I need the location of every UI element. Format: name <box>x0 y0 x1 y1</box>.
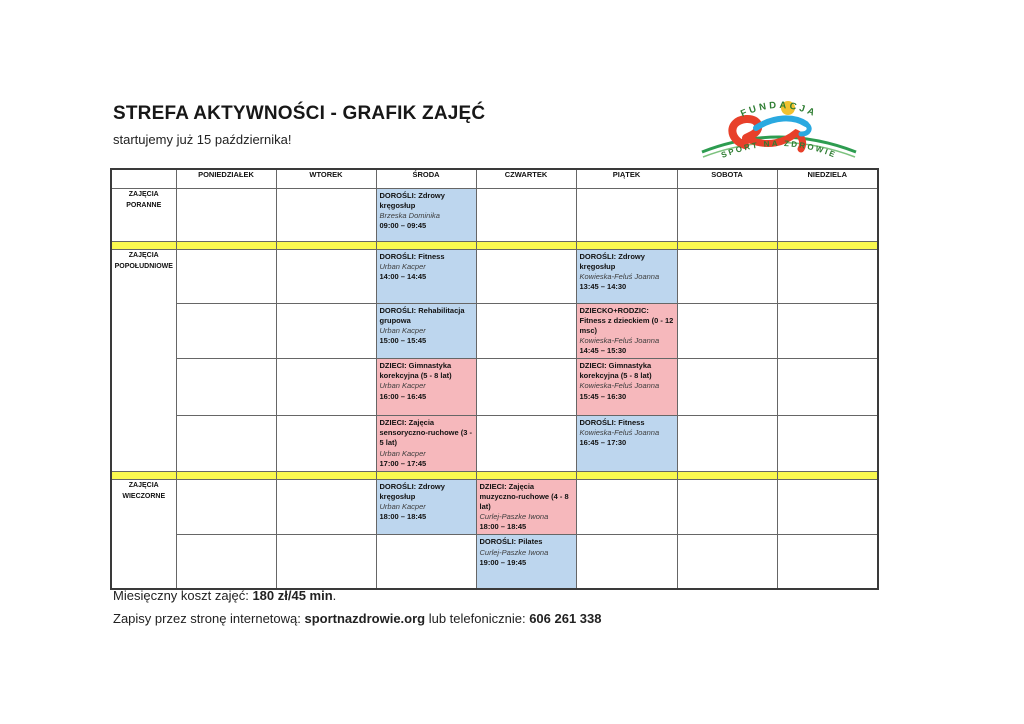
day-header-friday: PIĄTEK <box>576 169 677 188</box>
empty-cell <box>176 479 276 535</box>
activity-time: 16:45 – 17:30 <box>579 438 627 448</box>
day-header-saturday: SOBOTA <box>677 169 777 188</box>
activity-cell-aft1-wed <box>376 249 476 303</box>
activity-cell-aft2-fri <box>576 303 677 359</box>
separator-cell <box>476 471 576 479</box>
separator-cell <box>576 471 677 479</box>
activity-time: 09:00 – 09:45 <box>379 220 427 230</box>
page-title: STREFA AKTYWNOŚCI - GRAFIK ZAJĘĆ <box>113 103 486 124</box>
activity-time: 16:00 – 16:45 <box>379 391 427 401</box>
foundation-logo <box>700 84 858 166</box>
sport-na-zdrowie-logo-icon <box>700 84 858 166</box>
empty-cell <box>777 416 878 472</box>
activity-instructor: Urban Kacper <box>379 381 426 391</box>
empty-cell <box>777 479 878 535</box>
section-label-morning: ZAJĘCIA PORANNE <box>111 188 176 241</box>
empty-cell <box>476 303 576 359</box>
separator-cell <box>677 241 777 249</box>
activity-cell-morning-wed <box>376 188 476 241</box>
activity-instructor: Kowieska-Feluś Joanna <box>579 271 660 281</box>
empty-cell <box>576 535 677 589</box>
activity-title: DZIECI: Zajęcia sensoryczno-ruchowe (3 - 5 lat) <box>379 418 473 448</box>
empty-cell <box>476 188 576 241</box>
activity-time: 18:00 – 18:45 <box>379 512 427 522</box>
cost-value: 180 zł/45 min <box>252 588 333 603</box>
activity-time: 13:45 – 14:30 <box>579 281 627 291</box>
empty-cell <box>677 359 777 416</box>
activity-instructor: Brzeska Dominika <box>379 210 440 220</box>
yellow-separator-row <box>111 471 878 479</box>
empty-cell <box>576 188 677 241</box>
empty-cell <box>276 416 376 472</box>
empty-cell <box>276 303 376 359</box>
activity-title: DOROŚLI: Fitness <box>379 251 445 261</box>
afternoon-row-3 <box>111 359 878 416</box>
day-header-sunday: NIEDZIELA <box>777 169 878 188</box>
empty-cell <box>476 359 576 416</box>
schedule-table <box>110 168 879 590</box>
separator-cell <box>476 241 576 249</box>
afternoon-row-1 <box>111 249 878 303</box>
activity-cell-eve1-thu <box>476 479 576 535</box>
activity-time: 15:00 – 15:45 <box>379 335 427 345</box>
activity-cell-aft3-wed <box>376 359 476 416</box>
empty-cell <box>476 416 576 472</box>
empty-cell <box>576 479 677 535</box>
empty-cell <box>176 535 276 589</box>
separator-cell <box>111 241 176 249</box>
empty-cell <box>276 188 376 241</box>
table-header-row <box>111 169 878 188</box>
afternoon-row-4 <box>111 416 878 472</box>
cost-prefix: Miesięczny koszt zajęć: <box>113 588 253 603</box>
activity-cell-aft3-fri <box>576 359 677 416</box>
section-label-evening: ZAJĘCIA WIECZORNE <box>111 479 176 589</box>
separator-cell <box>376 471 476 479</box>
activity-time: 17:00 – 17:45 <box>379 458 427 468</box>
activity-instructor: Curlej-Paszke Iwona <box>479 547 549 557</box>
separator-cell <box>777 241 878 249</box>
empty-cell <box>376 535 476 589</box>
activity-instructor: Urban Kacper <box>379 448 426 458</box>
logo-arc-bottom-text: SPORT NA ZDROWIE <box>719 138 839 160</box>
activity-title: DOROŚLI: Rehabilitacja grupowa <box>379 305 465 325</box>
activity-time: 15:45 – 16:30 <box>579 391 627 401</box>
activity-title: DOROŚLI: Fitness <box>579 418 645 428</box>
signup-website: sportnazdrowie.org <box>304 611 426 626</box>
empty-cell <box>777 188 878 241</box>
day-header-thursday: CZWARTEK <box>476 169 576 188</box>
activity-cell-eve1-wed <box>376 479 476 535</box>
empty-cell <box>677 535 777 589</box>
activity-title: DZIECI: Zajęcia muzyczno-ruchowe (4 - 8 lat) <box>479 481 569 511</box>
empty-cell <box>276 535 376 589</box>
signup-phone: 606 261 338 <box>529 611 602 626</box>
empty-cell <box>677 249 777 303</box>
activity-time: 18:00 – 18:45 <box>479 522 527 532</box>
separator-cell <box>276 241 376 249</box>
signup-line <box>113 611 601 626</box>
empty-cell <box>276 479 376 535</box>
day-header-wednesday: ŚRODA <box>376 169 476 188</box>
activity-cell-aft4-fri <box>576 416 677 472</box>
activity-instructor: Kowieska-Feluś Joanna <box>579 381 660 391</box>
empty-cell <box>777 303 878 359</box>
separator-cell <box>111 471 176 479</box>
separator-cell <box>176 241 276 249</box>
activity-title: DOROŚLI: Zdrowy kręgosłup <box>379 481 445 501</box>
activity-time: 19:00 – 19:45 <box>479 557 527 567</box>
empty-cell <box>677 303 777 359</box>
activity-title: DZIECI: Gimnastyka korekcyjna (5 - 8 lat) <box>579 361 652 381</box>
activity-instructor: Kowieska-Feluś Joanna <box>579 335 660 345</box>
signup-prefix: Zapisy przez stronę internetową: <box>113 611 305 626</box>
separator-cell <box>576 241 677 249</box>
day-header-monday: PONIEDZIAŁEK <box>176 169 276 188</box>
activity-cell-aft4-wed <box>376 416 476 472</box>
empty-cell <box>176 359 276 416</box>
activity-title: DOROŚLI: Zdrowy kręgosłup <box>579 251 645 271</box>
activity-cell-aft2-wed <box>376 303 476 359</box>
logo-arc-top-text: FUNDACJA <box>739 99 819 120</box>
document-header <box>113 103 485 147</box>
activity-instructor: Urban Kacper <box>379 502 426 511</box>
empty-cell <box>176 249 276 303</box>
empty-cell <box>176 416 276 472</box>
activity-time: 14:45 – 15:30 <box>579 346 627 355</box>
empty-cell <box>777 249 878 303</box>
day-header-tuesday: WTOREK <box>276 169 376 188</box>
empty-cell <box>777 359 878 416</box>
separator-cell <box>677 471 777 479</box>
yellow-separator-row <box>111 241 878 249</box>
evening-row-2 <box>111 535 878 589</box>
empty-cell <box>276 249 376 303</box>
separator-cell <box>276 471 376 479</box>
empty-cell <box>777 535 878 589</box>
signup-mid: lub telefonicznie: <box>425 611 530 626</box>
activity-title: DZIECI: Gimnastyka korekcyjna (5 - 8 lat) <box>379 361 452 381</box>
empty-cell <box>176 188 276 241</box>
activity-instructor: Urban Kacper <box>379 261 426 271</box>
monthly-cost-line <box>113 588 336 603</box>
activity-title: DOROŚLI: Zdrowy kręgosłup <box>379 190 445 210</box>
empty-cell <box>476 249 576 303</box>
separator-cell <box>176 471 276 479</box>
empty-cell <box>176 303 276 359</box>
corner-cell <box>111 169 176 188</box>
empty-cell <box>677 188 777 241</box>
separator-cell <box>777 471 878 479</box>
activity-title: DZIECKO+RODZIC: Fitness z dzieckiem (0 - 12 msc) <box>579 305 674 335</box>
activity-cell-eve2-thu <box>476 535 576 589</box>
activity-instructor: Curlej-Paszke Iwona <box>479 512 549 522</box>
empty-cell <box>677 479 777 535</box>
cost-suffix: . <box>332 588 337 603</box>
afternoon-row-2 <box>111 303 878 359</box>
page-subtitle: startujemy już 15 października! <box>113 132 292 147</box>
activity-instructor: Kowieska-Feluś Joanna <box>579 428 660 438</box>
evening-row-1 <box>111 479 878 535</box>
empty-cell <box>276 359 376 416</box>
activity-title: DOROŚLI: Pilates <box>479 537 543 547</box>
section-label-afternoon: ZAJĘCIA POPOŁUDNIOWE <box>111 249 176 471</box>
separator-cell <box>376 241 476 249</box>
activity-time: 14:00 – 14:45 <box>379 271 427 281</box>
empty-cell <box>677 416 777 472</box>
activity-cell-aft1-fri <box>576 249 677 303</box>
activity-instructor: Urban Kacper <box>379 325 426 335</box>
morning-row <box>111 188 878 241</box>
